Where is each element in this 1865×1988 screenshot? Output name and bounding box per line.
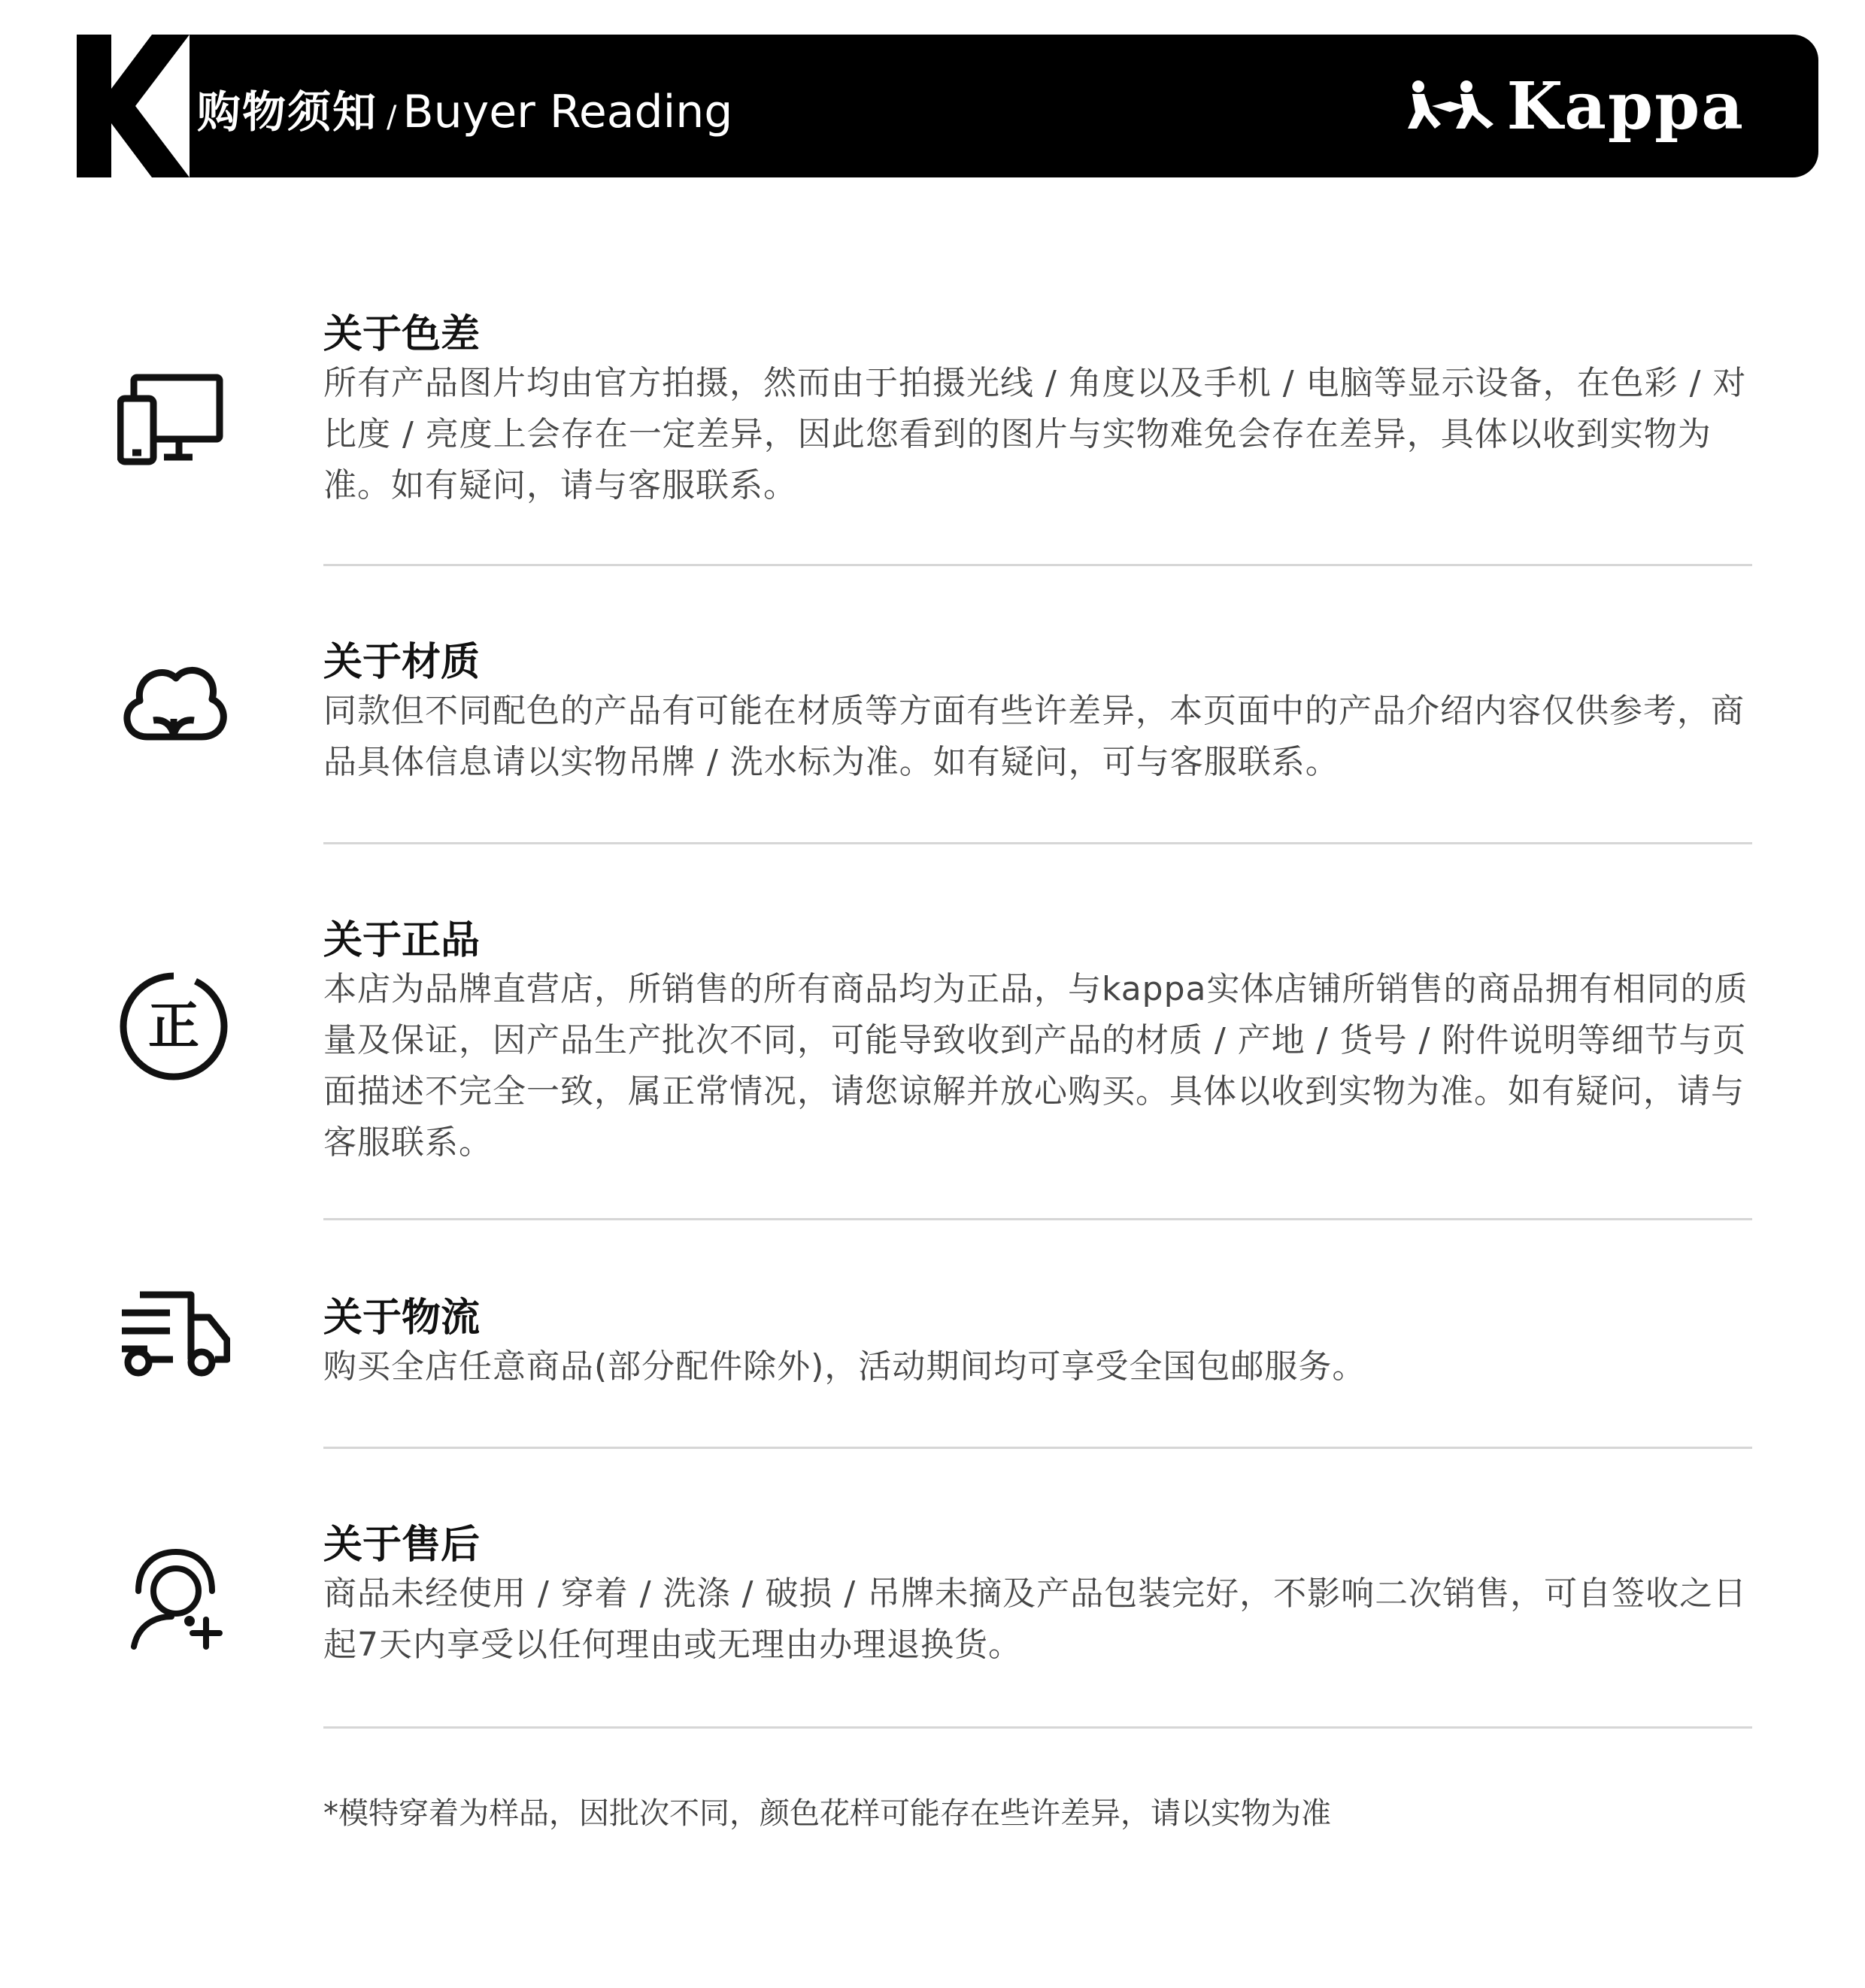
footnote: *模特穿着为样品，因批次不同，颜色花样可能存在些许差异，请以实物为准 [323, 1796, 1331, 1831]
section-body: 所有产品图片均由官方拍摄，然而由于拍摄光线 / 角度以及手机 / 电脑等显示设备，在色彩 / 对比度 / 亮度上会存在一定差异，因此您看到的图片与实物难免会存在差异，具体以收到实物为准。如有疑问，请与客服联系。 [323, 364, 1747, 505]
header-banner [47, 35, 1818, 177]
section-heading: 关于售后 [323, 1523, 481, 1568]
divider [323, 1447, 1752, 1449]
divider [323, 842, 1752, 844]
delivery-truck-icon [117, 1278, 230, 1391]
omini-logo-icon [1402, 79, 1500, 133]
devices-icon [117, 361, 230, 474]
page-title [197, 77, 732, 137]
title-cn: 购物须知 [197, 86, 378, 138]
section-body: 商品未经使用 / 穿着 / 洗涤 / 破损 / 吊牌未摘及产品包装完好，不影响二次销售，可自签收之日起7天内享受以任何理由或无理由办理退换货。 [323, 1574, 1748, 1664]
svg-text:正: 正 [147, 997, 200, 1056]
divider [323, 1218, 1752, 1220]
section-body: 购买全店任意商品(部分配件除外)，活动期间均可享受全国包邮服务。 [323, 1347, 1366, 1386]
section-heading: 关于材质 [323, 640, 481, 685]
brand-logo [1402, 68, 1745, 144]
cotton-icon [117, 647, 230, 759]
section-heading: 关于物流 [323, 1296, 481, 1341]
section-body: 同款但不同配色的产品有可能在材质等方面有些许差异，本页面中的产品介绍内容仅供参考，商品具体信息请以实物吊牌 / 洗水标为准。如有疑问，可与客服联系。 [323, 692, 1745, 781]
k-logo-icon [47, 35, 190, 177]
divider [323, 1726, 1752, 1729]
customer-service-icon [117, 1541, 230, 1654]
section-heading: 关于正品 [323, 918, 481, 963]
brand-wordmark: Kappa [1506, 68, 1745, 144]
section-heading: 关于色差 [323, 312, 481, 357]
title-en: Buyer Reading [402, 86, 733, 138]
divider [323, 564, 1752, 566]
section-body: 本店为品牌直营店，所销售的所有商品均为正品，与kappa实体店铺所销售的商品拥有相同的质量及保证，因产品生产批次不同，可能导致收到产品的材质 / 产地 / 货号 / 附件说明等细节与页面描述不完全一致，属正常情况，请您谅解并放心购买。具体以收到实物为准。如有疑问，请与客服联系。 [323, 970, 1748, 1162]
title-separator: / [387, 100, 397, 135]
authentic-icon [117, 970, 230, 1083]
